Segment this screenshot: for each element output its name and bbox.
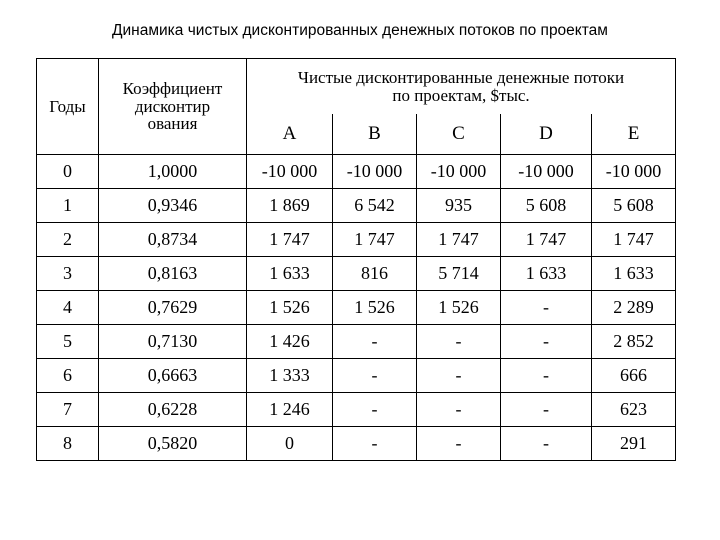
cell-year: 2 xyxy=(37,223,99,257)
table-row xyxy=(37,393,676,427)
cell-discount-factor: 0,7629 xyxy=(99,291,247,325)
cell-project-e: 1 747 xyxy=(592,223,676,257)
cell-project-e: 2 852 xyxy=(592,325,676,359)
header-flows-line: Чистые дисконтированные денежные потоки xyxy=(297,67,625,87)
cell-project-d: - xyxy=(501,427,592,461)
table-row xyxy=(37,189,676,223)
header-project-a: A xyxy=(247,114,333,155)
cell-project-d: -10 000 xyxy=(501,155,592,189)
cell-year: 3 xyxy=(37,257,99,291)
cell-project-d: - xyxy=(501,325,592,359)
cell-project-e: 5 608 xyxy=(592,189,676,223)
cell-project-e: 666 xyxy=(592,359,676,393)
cell-project-a: 1 869 xyxy=(247,189,333,223)
cell-project-d: 1 747 xyxy=(501,223,592,257)
cell-project-b: - xyxy=(333,393,417,427)
cell-project-b: 816 xyxy=(333,257,417,291)
cell-project-c: - xyxy=(417,325,501,359)
cell-project-e: 623 xyxy=(592,393,676,427)
cell-project-e: -10 000 xyxy=(592,155,676,189)
cell-project-a: -10 000 xyxy=(247,155,333,189)
cell-project-c: 1 747 xyxy=(417,223,501,257)
cell-project-b: 6 542 xyxy=(333,189,417,223)
cell-project-c: 5 714 xyxy=(417,257,501,291)
cell-project-e: 1 633 xyxy=(592,257,676,291)
cell-project-b: - xyxy=(333,359,417,393)
header-years: Годы xyxy=(37,59,99,155)
cell-year: 1 xyxy=(37,189,99,223)
cell-year: 7 xyxy=(37,393,99,427)
cell-project-d: 1 633 xyxy=(501,257,592,291)
cell-project-a: 1 526 xyxy=(247,291,333,325)
cell-project-a: 1 426 xyxy=(247,325,333,359)
header-discount-factor xyxy=(99,59,247,155)
header-project-b: B xyxy=(333,114,417,155)
header-project-e: E xyxy=(592,114,676,155)
cell-project-a: 0 xyxy=(247,427,333,461)
cell-project-c: 1 526 xyxy=(417,291,501,325)
cell-project-b: 1 526 xyxy=(333,291,417,325)
header-net-discounted-flows xyxy=(247,59,676,115)
cell-project-e: 291 xyxy=(592,427,676,461)
cell-discount-factor: 0,6228 xyxy=(99,393,247,427)
cell-discount-factor: 0,7130 xyxy=(99,325,247,359)
cell-year: 6 xyxy=(37,359,99,393)
cell-discount-factor: 0,8163 xyxy=(99,257,247,291)
header-row xyxy=(37,59,676,115)
header-discount-factor-line: Коэффициент xyxy=(122,78,223,98)
cell-project-b: - xyxy=(333,427,417,461)
cell-project-b: -10 000 xyxy=(333,155,417,189)
discounted-cash-flow-table xyxy=(36,58,676,461)
cell-project-b: 1 747 xyxy=(333,223,417,257)
header-discount-factor-line: дисконтир xyxy=(134,96,211,116)
cell-project-a: 1 333 xyxy=(247,359,333,393)
cell-project-c: 935 xyxy=(417,189,501,223)
table-row xyxy=(37,359,676,393)
cell-discount-factor: 1,0000 xyxy=(99,155,247,189)
cell-project-a: 1 633 xyxy=(247,257,333,291)
page-title: Динамика чистых дисконтированных денежных потоков по проектам xyxy=(112,22,608,39)
cell-year: 4 xyxy=(37,291,99,325)
cell-project-c: - xyxy=(417,427,501,461)
table-row xyxy=(37,257,676,291)
cell-project-d: - xyxy=(501,291,592,325)
cell-discount-factor: 0,8734 xyxy=(99,223,247,257)
cell-project-d: 5 608 xyxy=(501,189,592,223)
cell-project-c: - xyxy=(417,393,501,427)
header-project-c: C xyxy=(417,114,501,155)
cell-year: 5 xyxy=(37,325,99,359)
cell-project-b: - xyxy=(333,325,417,359)
table-row xyxy=(37,155,676,189)
table-row xyxy=(37,427,676,461)
header-discount-factor-line: ования xyxy=(147,114,198,134)
header-project-d: D xyxy=(501,114,592,155)
cell-project-d: - xyxy=(501,359,592,393)
cell-project-a: 1 246 xyxy=(247,393,333,427)
header-flows-line: по проектам, $тыс. xyxy=(392,85,530,105)
table-row xyxy=(37,291,676,325)
cell-year: 0 xyxy=(37,155,99,189)
cell-project-c: -10 000 xyxy=(417,155,501,189)
cell-year: 8 xyxy=(37,427,99,461)
cell-discount-factor: 0,5820 xyxy=(99,427,247,461)
cell-discount-factor: 0,6663 xyxy=(99,359,247,393)
table-row xyxy=(37,223,676,257)
table-row xyxy=(37,325,676,359)
cell-project-c: - xyxy=(417,359,501,393)
cell-project-d: - xyxy=(501,393,592,427)
cell-discount-factor: 0,9346 xyxy=(99,189,247,223)
cell-project-e: 2 289 xyxy=(592,291,676,325)
cell-project-a: 1 747 xyxy=(247,223,333,257)
